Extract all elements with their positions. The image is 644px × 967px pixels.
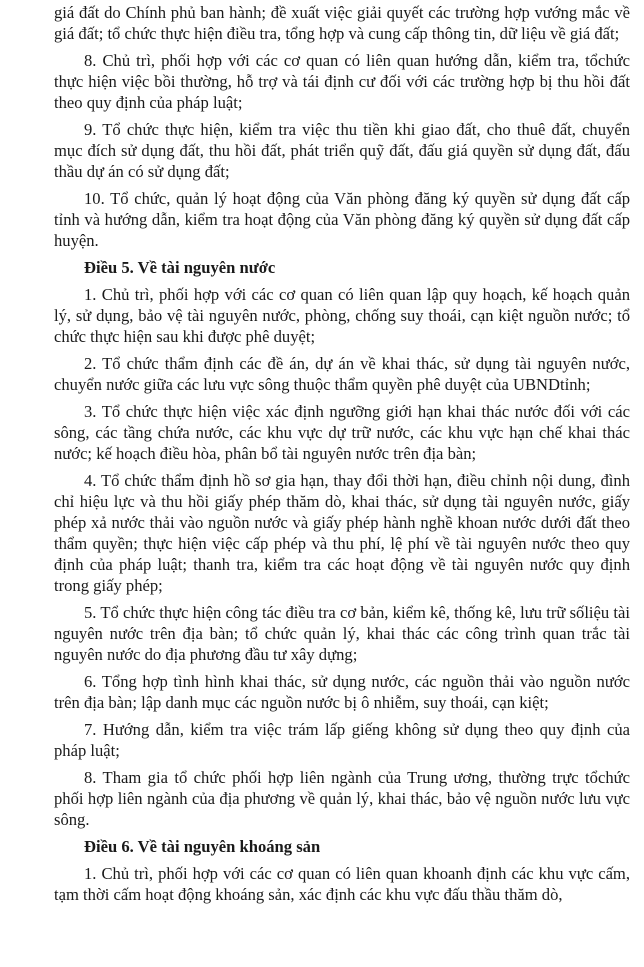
paragraph-continuation: giá đất do Chính phủ ban hành; đề xuất việc giải quyết các trường hợp vướng mắc về giá đất; tổ chức thực hiện điều tra, tổng hợp và cung cấp thông tin, dữ liệu về giá đất;: [54, 3, 630, 43]
article-6-heading: Điều 6. Về tài nguyên khoáng sản: [84, 837, 321, 856]
paragraph-item-8: 8. Chủ trì, phối hợp với các cơ quan có liên quan hướng dẫn, kiểm tra, tổchức thực hiện việc bồi thường, hỗ trợ và tái định cư đối với các trường hợp bị thu hồi đất theo quy định của pháp luật;: [54, 51, 630, 112]
paragraph-article5-item-6: 6. Tổng hợp tình hình khai thác, sử dụng nước, các nguồn thải vào nguồn nước trên địa bàn; lập danh mục các nguồn nước bị ô nhiễm, suy thoái, cạn kiệt;: [54, 672, 630, 712]
paragraph-article5-item-1: 1. Chủ trì, phối hợp với các cơ quan có liên quan lập quy hoạch, kế hoạch quản lý, sử dụng, bảo vệ tài nguyên nước, phòng, chống suy thoái, cạn kiệt nguồn nước; tổ chức thực hiện sau khi được phê duyệt;: [54, 285, 630, 346]
paragraph-item-9: 9. Tổ chức thực hiện, kiểm tra việc thu tiền khi giao đất, cho thuê đất, chuyển mục đích sử dụng đất, thu hồi đất, phát triển quỹ đất, đấu giá quyền sử dụng đất, đấu thầu dự án có sử dụng đất;: [54, 120, 630, 181]
paragraph-article5-item-4: 4. Tổ chức thẩm định hồ sơ gia hạn, thay đổi thời hạn, điều chỉnh nội dung, đình chỉ hiệu lực và thu hồi giấy phép thăm dò, khai thác, sử dụng tài nguyên nước, giấy phép xả nước thải vào nguồn nước và giấy phép hành nghề khoan nước dưới đất theo thẩm quyền; thực hiện việc cấp phép và thu phí, lệ phí về tài nguyên nước theo quy định của pháp luật; thanh tra, kiểm tra các hoạt động về tài nguyên nước quy định trong giấy phép;: [54, 471, 630, 595]
paragraph-article5-item-3: 3. Tổ chức thực hiện việc xác định ngưỡng giới hạn khai thác nước đối với các sông, các tầng chứa nước, các khu vực dự trữ nước, các khu vực hạn chế khai thác nước; kế hoạch điều hòa, phân bổ tài nguyên nước trên địa bàn;: [54, 402, 630, 463]
paragraph-item-10: 10. Tổ chức, quản lý hoạt động của Văn phòng đăng ký quyền sử dụng đất cấp tỉnh và hướng dẫn, kiểm tra hoạt động của Văn phòng đăng ký quyền sử dụng đất cấp huyện.: [54, 189, 630, 250]
article-5-heading: Điều 5. Về tài nguyên nước: [84, 258, 276, 277]
paragraph-article6-item-1: 1. Chủ trì, phối hợp với các cơ quan có liên quan khoanh định các khu vực cấm, tạm thời cấm hoạt động khoáng sản, xác định các khu vực đấu thầu thăm dò,: [54, 864, 630, 904]
paragraph-article5-item-5: 5. Tổ chức thực hiện công tác điều tra cơ bản, kiểm kê, thống kê, lưu trữ sốliệu tài nguyên nước trên địa bàn; tổ chức quản lý, khai thác các công trình quan trắc tài nguyên nước do địa phương đầu tư xây dựng;: [54, 603, 630, 664]
paragraph-article5-item-2: 2. Tổ chức thẩm định các đề án, dự án về khai thác, sử dụng tài nguyên nước, chuyển nước giữa các lưu vực sông thuộc thẩm quyền phê duyệt của UBNDtỉnh;: [54, 354, 630, 394]
paragraph-article5-item-8: 8. Tham gia tổ chức phối hợp liên ngành của Trung ương, thường trực tổchức phối hợp liên ngành của địa phương về quản lý, khai thác, bảo vệ nguồn nước lưu vực sông.: [54, 768, 630, 829]
paragraph-article5-item-7: 7. Hướng dẫn, kiểm tra việc trám lấp giếng không sử dụng theo quy định của pháp luật;: [54, 720, 630, 760]
